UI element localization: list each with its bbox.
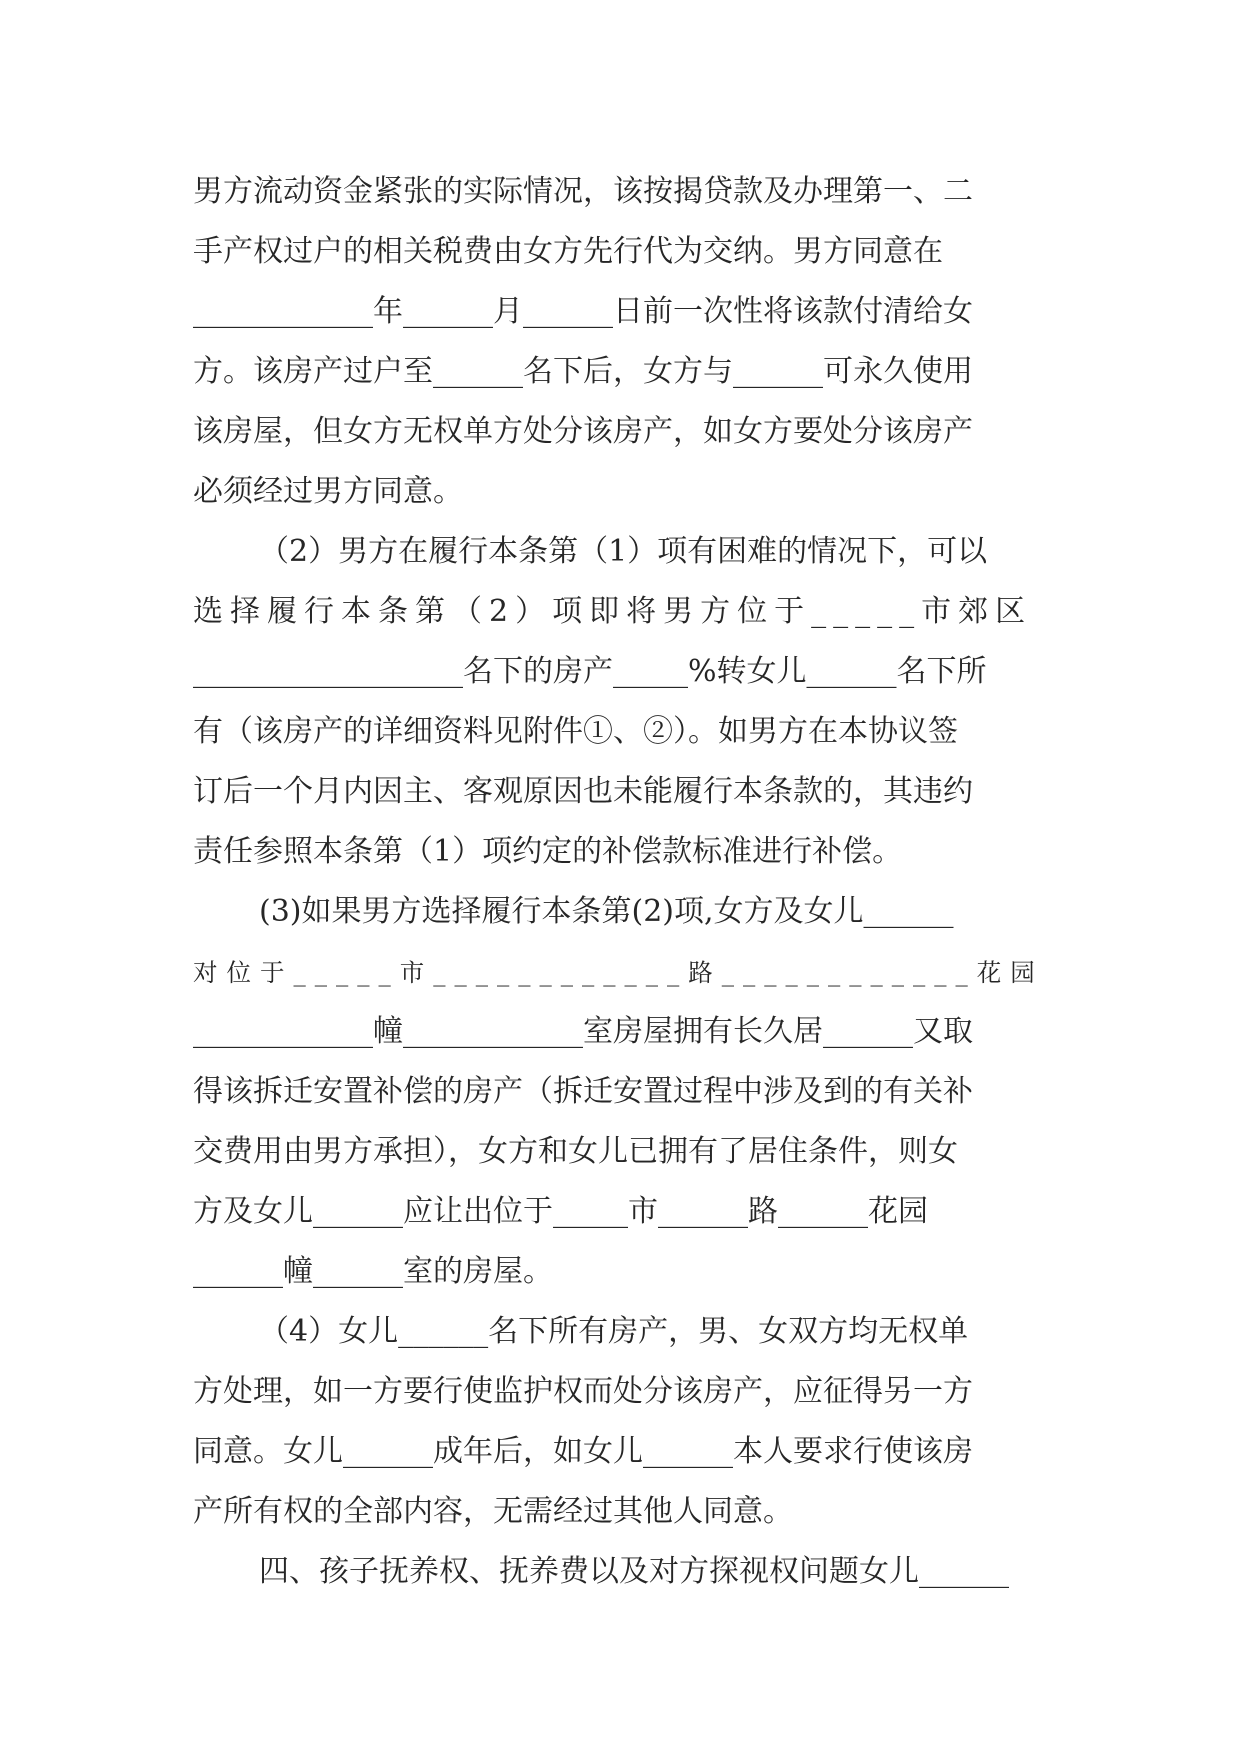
text-line — [193, 342, 1053, 402]
paragraph-start-line — [193, 522, 1053, 582]
text-line — [193, 282, 1053, 342]
line-text: 四、孩子抚养权、抚养费以及对方探视权问题女儿______ — [259, 1554, 1009, 1589]
paragraph-start-line — [193, 882, 1053, 942]
line-text: __________________名下的房产_____%转女儿______名下所 — [193, 654, 987, 689]
line-text: 手产权过户的相关税费由女方先行代为交纳。男方同意在 — [193, 234, 943, 269]
line-text: 方处理，如一方要行使监护权而处分该房产，应征得另一方 — [193, 1374, 973, 1409]
text-line — [193, 1002, 1053, 1062]
section-heading-line — [193, 1542, 1053, 1602]
line-text: 交费用由男方承担），女方和女儿已拥有了居住条件，则女 — [193, 1134, 958, 1169]
line-text: （2）男方在履行本条第（1）项有困难的情况下，可以 — [259, 534, 988, 569]
text-line — [193, 1362, 1053, 1422]
line-text: 选择履行本条第（2）项即将男方位于_____市郊区 — [193, 594, 1033, 629]
line-text: 方。该房产过户至______名下后，女方与______可永久使用 — [193, 354, 973, 389]
line-text: 该房屋，但女方无权单方处分该房产，如女方要处分该房产 — [193, 414, 973, 449]
line-text: 方及女儿______应让出位于_____市______路______花园 — [193, 1194, 928, 1229]
line-text: 责任参照本条第（1）项约定的补偿款标准进行补偿。 — [193, 834, 903, 869]
text-line — [193, 942, 1053, 1002]
text-line — [193, 162, 1053, 222]
line-text: (3)如果男方选择履行本条第(2)项,女方及女儿______ — [259, 894, 954, 929]
paragraph-start-line — [193, 1302, 1053, 1362]
line-text: ______幢______室的房屋。 — [193, 1254, 553, 1289]
text-line — [193, 822, 1053, 882]
line-text: 订后一个月内因主、客观原因也未能履行本条款的，其违约 — [193, 774, 973, 809]
line-text: 有（该房产的详细资料见附件①、②）。如男方在本协议签 — [193, 714, 958, 749]
text-line — [193, 1482, 1053, 1542]
text-line — [193, 402, 1053, 462]
line-text: 产所有权的全部内容，无需经过其他人同意。 — [193, 1494, 793, 1529]
line-text: 同意。女儿______成年后，如女儿______本人要求行使该房 — [193, 1434, 973, 1469]
text-line — [193, 1062, 1053, 1122]
document-body — [193, 162, 1053, 1602]
text-line — [193, 462, 1053, 522]
text-line — [193, 1122, 1053, 1182]
line-text: 男方流动资金紧张的实际情况，该按揭贷款及办理第一、二 — [193, 174, 973, 209]
line-text: （4）女儿______名下所有房产，男、女双方均无权单 — [259, 1314, 969, 1349]
text-line — [193, 1182, 1053, 1242]
text-line — [193, 1242, 1053, 1302]
text-line — [193, 642, 1053, 702]
line-text: 必须经过男方同意。 — [193, 474, 463, 509]
text-line — [193, 222, 1053, 282]
text-line — [193, 702, 1053, 762]
line-text: 得该拆迁安置补偿的房产（拆迁安置过程中涉及到的有关补 — [193, 1074, 973, 1109]
line-text: 对位于_____市____________路____________花园 — [193, 958, 1044, 987]
text-line — [193, 582, 1053, 642]
text-line — [193, 762, 1053, 822]
text-line — [193, 1422, 1053, 1482]
line-text: ____________幢____________室房屋拥有长久居______又取 — [193, 1014, 973, 1049]
line-text: ____________年______月______日前一次性将该款付清给女 — [193, 294, 973, 329]
